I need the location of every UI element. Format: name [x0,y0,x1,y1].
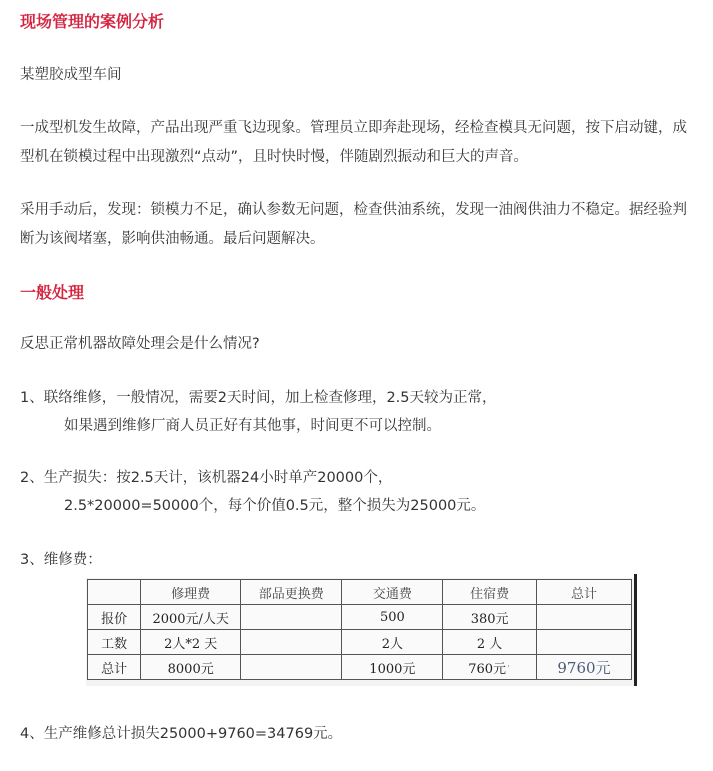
table-row [88,655,632,680]
table-header-cell: 部品更换费 [241,580,342,605]
article-title: 现场管理的案例分析 [20,12,165,31]
table-cell: 2 人 [443,630,537,655]
fee-table [87,579,632,680]
table-cell: 2000元/人天 [141,605,241,630]
table-header-cell [88,580,141,605]
table-cell [241,605,342,630]
table-edge-divider [634,574,637,686]
table-cell: 380元 [443,605,537,630]
table-cell [536,630,631,655]
item-2-line-1: 2、生产损失：按2.5天计，该机器24小时单产20000个， [20,470,393,486]
subtitle: 某塑胶成型车间 [20,67,122,83]
handwritten-mark-icon: ˙ [506,664,512,676]
table-header-cell: 修理费 [141,580,241,605]
item-3-label: 3、维修费： [20,552,102,568]
paragraph-1: 一成型机发生故障，产品出现严重飞边现象。管理员立即奔赴现场，经检查模具无问题，按下启动键，成型机在锁模过程中出现激烈“点动”，且时快时慢，伴随剧烈振动和巨大的声音。 [20,120,687,165]
table-cell-text: 760元 [468,661,507,677]
table-cell: 总计 [88,655,141,680]
paragraph-2: 采用手动后，发现：锁模力不足，确认参数无问题，检查供油系统，发现一油阀供油力不稳定。据经验判断为该阀堵塞，影响供油畅通。最后问题解决。 [20,202,687,247]
item-1-line-1: 1、联络维修，一般情况，需要2天时间，加上检查修理，2.5天较为正常， [20,390,497,406]
fee-table-image [86,578,637,686]
table-cell [536,605,631,630]
table-cell: 2人*2 天 [141,630,241,655]
table-cell [241,655,342,680]
table-cell [443,655,537,680]
table-row [88,630,632,655]
table-header-cell: 住宿费 [443,580,537,605]
question: 反思正常机器故障处理会是什么情况? [20,336,260,352]
item-2-line-2: 2.5*20000=50000个，每个价值0.5元，整个损失为25000元。 [64,498,486,514]
table-cell: 工数 [88,630,141,655]
table-header-row [88,580,632,605]
table-cell: 8000元 [141,655,241,680]
table-cell [241,630,342,655]
section-title: 一般处理 [20,283,85,302]
table-cell-handwritten: 9760元 [536,655,631,680]
item-1-line-2: 如果遇到维修厂商人员正好有其他事，时间更不可以控制。 [64,418,441,434]
table-row [88,605,632,630]
table-cell: 500 [342,605,443,630]
table-header-cell: 总计 [536,580,631,605]
table-cell: 1000元 [342,655,443,680]
table-cell: 报价 [88,605,141,630]
item-4: 4、生产维修总计损失25000+9760=34769元。 [20,726,343,742]
table-header-cell: 交通费 [342,580,443,605]
table-cell: 2人 [342,630,443,655]
